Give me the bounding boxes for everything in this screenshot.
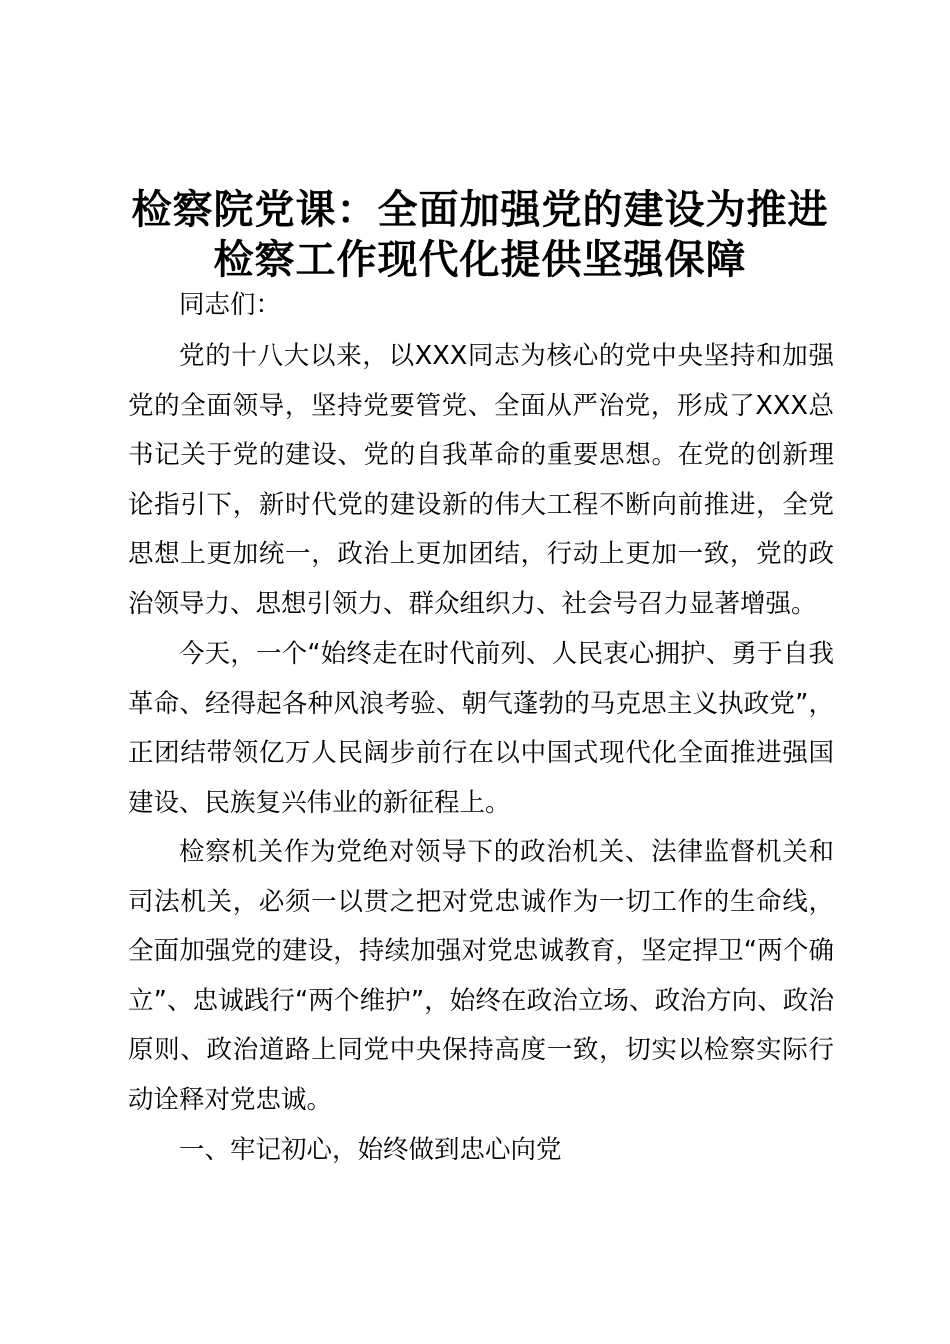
paragraph-1: 党的十八大以来，以XXX同志为核心的党中央坚持和加强党的全面领导，坚持党要管党、全面从严治党，形成了XXX总书记关于党的建设、党的自我革命的重要思想。在党的创新理论指引下，新时代党的建设新的伟大工程不断向前推进，全党思想上更加统一，政治上更加团结，行动上更加一致，党的政治领导力、思想引领力、群众组织力、社会号召力显著增强。 bbox=[128, 341, 834, 619]
section-heading-1: 一、牢记初心，始终做到忠心向党 bbox=[179, 1135, 562, 1165]
document-title-line-2: 检察工作现代化提供坚强保障 bbox=[213, 237, 747, 283]
paragraph-2: 今天，一个“始终走在时代前列、人民衷心拥护、勇于自我革命、经得起各种风浪考验、朝气蓬勃的马克思主义执政党”，正团结带领亿万人民阔步前行在以中国式现代化全面推进强国建设、民族复兴伟业的新征程上。 bbox=[128, 639, 834, 818]
paragraph-3: 检察机关作为党绝对领导下的政治机关、法律监督机关和司法机关，必须一以贯之把对党忠诚作为一切工作的生命线，全面加强党的建设，持续加强对党忠诚教育，坚定捍卫“两个确立”、忠诚践行“两个维护”，始终在政治立场、政治方向、政治原则、政治道路上同党中央保持高度一致，切实以检察实际行动诠释对党忠诚。 bbox=[128, 837, 834, 1115]
document-title-line-1: 检察院党课：全面加强党的建设为推进 bbox=[131, 187, 829, 233]
greeting: 同志们： bbox=[179, 290, 282, 320]
